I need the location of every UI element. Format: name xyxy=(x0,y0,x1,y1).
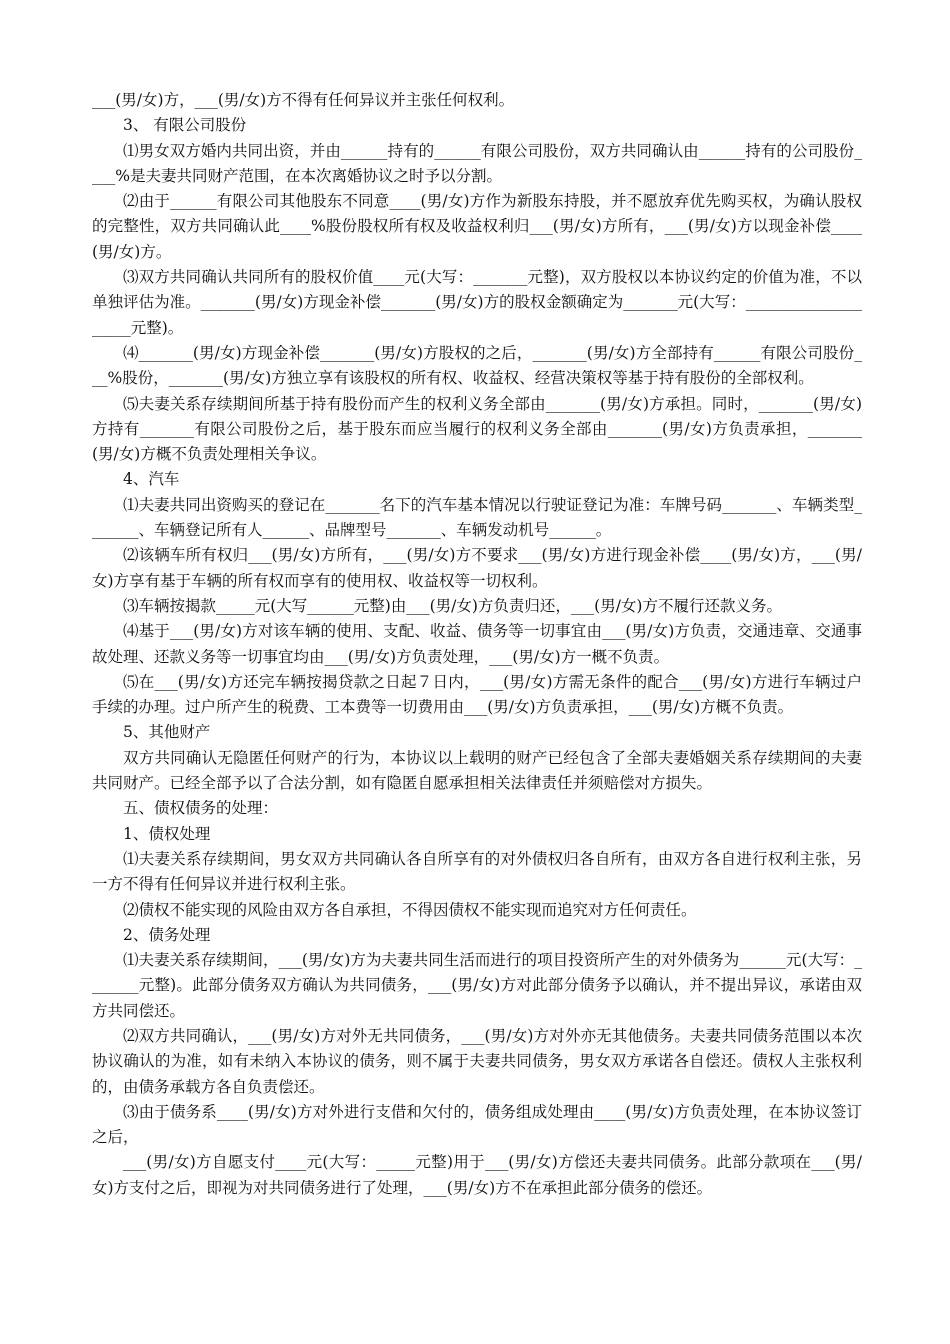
paragraph: ⑸夫妻关系存续期间所基于持有股份而产生的权利义务全部由_______(男/女)方承担。同时，_______(男/女)方持有_______有限公司股份之后，基于股东而应当履行的权利义务全部由_______(男/女)方负责承担，_______(男/女)方概不负责处理相关争议。 xyxy=(92,394,862,464)
paragraph: ⑵由于______有限公司其他股东不同意____(男/女)方作为新股东持股，并不愿放弃优先购买权，为确认股权的完整性，双方共同确认此____%股份股权所有权及收益权利归___(男/女)方所有，___(男/女)方以现金补偿____(男/女)方。 xyxy=(92,192,862,261)
paragraph: ⑴夫妻共同出资购买的登记在_______名下的汽车基本情况以行驶证登记为准：车牌号码_______、车辆类型_______、车辆登记所有人______、品牌型号_______、车辆发动机号______。 xyxy=(92,495,862,540)
section-heading-debts: 五、债权债务的处理： xyxy=(123,799,279,818)
paragraph: ⑴夫妻关系存续期间，男女双方共同确认各自所享有的对外债权归各自所有，由双方各自进行权利主张，另一方不得有任何异议并进行权利主张。 xyxy=(92,849,862,894)
paragraph: ___(男/女)方，___(男/女)方不得有任何异议并主张任何权利。 xyxy=(92,91,515,109)
subsection-heading-debt-handling: 2、债务处理 xyxy=(123,925,211,944)
paragraph: ⑵债权不能实现的风险由双方各自承担，不得因债权不能实现而追究对方任何责任。 xyxy=(123,900,697,919)
paragraph: ⑸在___(男/女)方还完车辆按揭贷款之日起７日内，___(男/女)方需无条件的配合___(男/女)方进行车辆过户手续的办理。过户所产生的税费、工本费等一切费用由___(男/女)方负责承担，___(男/女)方概不负责。 xyxy=(92,672,862,717)
paragraph: ⑴男女双方婚内共同出资，并由______持有的______有限公司股份，双方共同确认由______持有的公司股份____%是夫妻共同财产范围，在本次离婚协议之时予以分割。 xyxy=(92,141,862,185)
paragraph: ⑷_______(男/女)方现金补偿_______(男/女)方股权的之后，_______(男/女)方全部持有______有限公司股份___%股份，_______(男/女)方独立享有该股权的所有权、收益权、经营决策权等基于持有股份的全部权利。 xyxy=(92,343,862,388)
paragraph: ⑵该辆车所有权归___(男/女)方所有，___(男/女)方不要求___(男/女)方进行现金补偿____(男/女)方，___(男/女)方享有基于车辆的所有权而享有的使用权、收益权等一切权利。 xyxy=(92,546,862,590)
paragraph: ⑵双方共同确认，___(男/女)方对外无共同债务，___(男/女)方对外亦无其他债务。夫妻共同债务范围以本次协议确认的为准，如有未纳入本协议的债务，则不属于夫妻共同债务，男女双方承诺各自偿还。债权人主张权利的，由债务承载方各自负责偿还。 xyxy=(92,1026,862,1096)
section-heading-car: 4、汽车 xyxy=(123,470,180,489)
subsection-heading-claims: 1、债权处理 xyxy=(123,824,211,843)
paragraph: 双方共同确认无隐匿任何财产的行为，本协议以上载明的财产已经包含了全部夫妻婚姻关系存续期间的夫妻共同财产。已经全部予以了合法分割，如有隐匿自愿承担相关法律责任并须赔偿对方损失。 xyxy=(92,748,862,793)
document-page xyxy=(92,88,862,1201)
paragraph: ___(男/女)方自愿支付____元(大写：_____元整)用于___(男/女)方偿还夫妻共同债务。此部分款项在___(男/女)方支付之后，即视为对共同债务进行了处理，___(男/女)方不在承担此部分债务的偿还。 xyxy=(92,1153,862,1197)
paragraph: ⑶车辆按揭款_____元(大写______元整)由___(男/女)方负责归还，___(男/女)方不履行还款义务。 xyxy=(123,596,782,615)
paragraph: ⑴夫妻关系存续期间，___(男/女)方为夫妻共同生活而进行的项目投资所产生的对外债务为______元(大写：_______元整)。此部分债务双方确认为共同债务，___(男/女)方对此部分债务予以确认，并不提出异议，承诺由双方共同偿还。 xyxy=(92,951,862,1020)
paragraph: ⑷基于___(男/女)方对该车辆的使用、支配、收益、债务等一切事宜由___(男/女)方负责，交通违章、交通事故处理、还款义务等一切事宜均由___(男/女)方负责处理，___(男/女)方一概不负责。 xyxy=(92,622,862,666)
paragraph: ⑶双方共同确认共同所有的股权价值____元(大写：_______元整)，双方股权以本协议约定的价值为准，不以单独评估为准。_______(男/女)方现金补偿_______(男/女)方的股权金额确定为_______元(大写：____________________元整)。 xyxy=(92,268,862,337)
section-heading-other-property: 5、其他财产 xyxy=(123,723,211,742)
section-heading-shares: 3、 有限公司股份 xyxy=(123,116,247,135)
paragraph: ⑶由于债务系____(男/女)方对外进行支借和欠付的，债务组成处理由____(男/女)方负责处理，在本协议签订之后， xyxy=(92,1102,862,1147)
